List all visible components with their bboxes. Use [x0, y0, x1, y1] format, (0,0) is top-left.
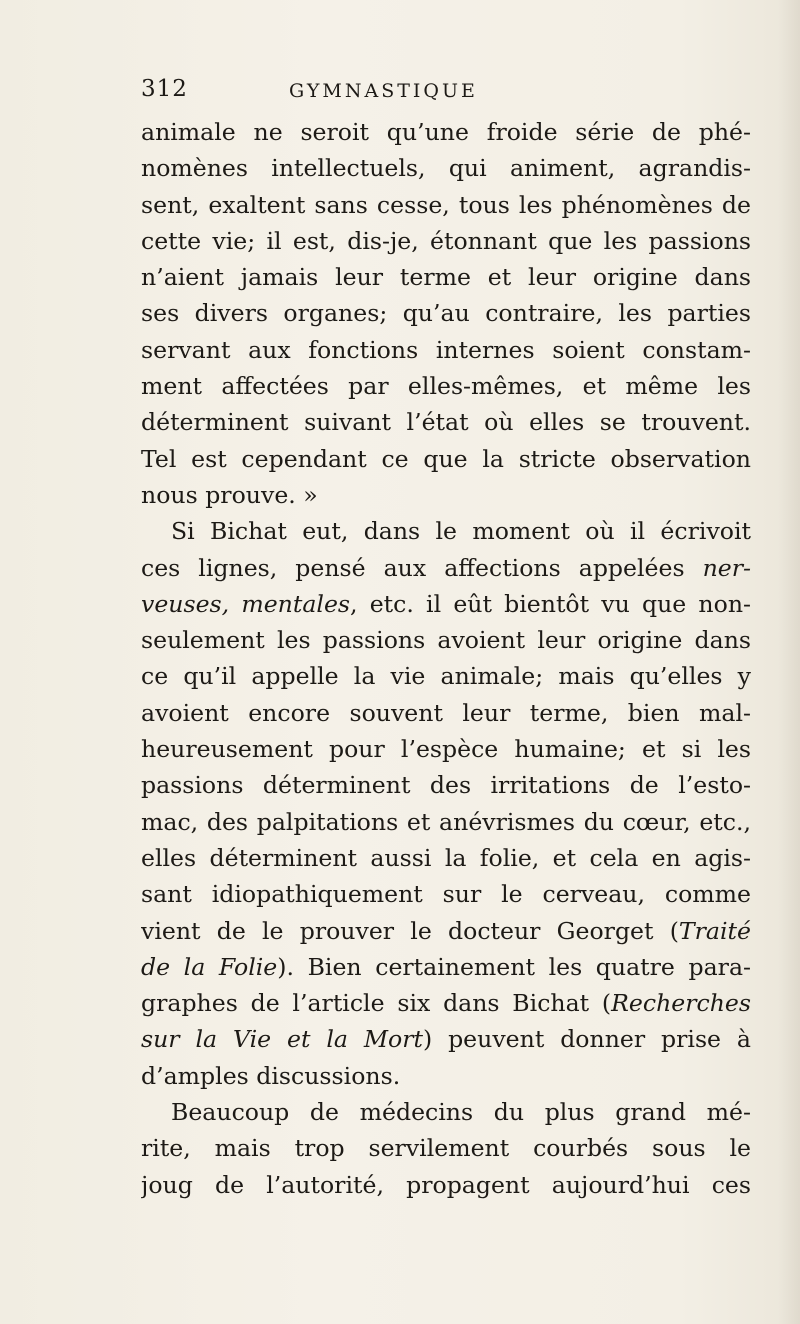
body-text [141, 114, 751, 1203]
text-segment: vient de le prouver le docteur Georget ( [141, 916, 679, 945]
text-segment: seulement les passions avoient leur origine dans [141, 626, 751, 655]
text-line [141, 550, 751, 586]
text-line [141, 658, 751, 694]
text-segment: sent, exaltent sans cesse, tous les phénomènes de [141, 190, 751, 219]
text-line [141, 1058, 751, 1094]
text-segment: mac, des palpitations et anévrismes du cœur, etc., [141, 807, 751, 836]
text-segment: ces lignes, pensé aux affections appelées [141, 553, 703, 582]
text-line [141, 295, 751, 331]
text-line [141, 586, 751, 622]
text-line [141, 114, 751, 150]
text-segment: ment affectées par elles-mêmes, et même les [141, 372, 751, 401]
text-line [141, 1167, 751, 1203]
text-line [141, 876, 751, 912]
text-segment: Si Bichat eut, dans le moment où il écrivoit [171, 517, 751, 546]
text-segment: sant idiopathiquement sur le cerveau, comme [141, 880, 751, 909]
text-line [141, 150, 751, 186]
text-line [141, 949, 751, 985]
italic-text-segment: ner- [702, 553, 751, 582]
text-segment: servant aux fonctions internes soient constam- [141, 335, 751, 364]
page-header [141, 76, 741, 106]
text-line [141, 695, 751, 731]
text-line [141, 840, 751, 876]
text-segment: n’aient jamais leur terme et leur origine dans [141, 263, 751, 292]
text-line [141, 187, 751, 223]
text-segment: nous prouve. » [141, 480, 318, 509]
text-segment: , etc. il eût bientôt vu que non- [350, 589, 751, 618]
text-line [141, 404, 751, 440]
text-segment: avoient encore souvent leur terme, bien mal- [141, 698, 751, 727]
text-segment: rite, mais trop servilement courbés sous le [141, 1134, 751, 1163]
text-line [141, 767, 751, 803]
running-title: GYMNASTIQUE [289, 80, 478, 102]
text-segment: ses divers organes; qu’au contraire, les parties [141, 299, 751, 328]
text-segment: Beaucoup de médecins du plus grand mé- [171, 1098, 751, 1127]
text-segment: animale ne seroit qu’une froide série de phé- [141, 118, 751, 146]
text-line [141, 913, 751, 949]
text-segment: heureusement pour l’espèce humaine; et si les [141, 735, 751, 764]
text-segment: Tel est cependant ce que la stricte observation [141, 444, 751, 473]
text-line [141, 223, 751, 259]
italic-text-segment: sur la Vie et la Mort [141, 1025, 423, 1054]
text-segment: joug de l’autorité, propagent aujourd’hui ces [141, 1170, 751, 1199]
text-segment: ) peuvent donner prise à [422, 1025, 751, 1054]
text-segment: elles déterminent aussi la folie, et cela en agis- [141, 843, 751, 872]
italic-text-segment: veuses, mentales [141, 589, 351, 618]
text-segment: d’amples discussions. [141, 1061, 401, 1090]
italic-text-segment: de la Folie [141, 952, 278, 981]
text-line [141, 368, 751, 404]
text-segment: passions déterminent des irritations de l’esto- [141, 771, 751, 800]
page-number: 312 [141, 76, 188, 102]
text-line [141, 332, 751, 368]
text-line [141, 1094, 751, 1130]
text-line [141, 259, 751, 295]
text-line [141, 1021, 751, 1057]
text-segment: ). Bien certainement les quatre para- [277, 952, 751, 981]
text-line [141, 477, 751, 513]
text-line [141, 441, 751, 477]
italic-text-segment: Recherches [611, 989, 751, 1018]
text-line [141, 804, 751, 840]
text-line [141, 985, 751, 1021]
text-line [141, 1130, 751, 1166]
text-line [141, 731, 751, 767]
italic-text-segment: Traité [678, 916, 751, 945]
page-edge-shadow [778, 0, 800, 1324]
text-segment: ce qu’il appelle la vie animale; mais qu’elles y [141, 662, 751, 691]
text-line [141, 622, 751, 658]
text-segment: nomènes intellectuels, qui animent, agrandis- [141, 154, 751, 183]
text-segment: graphes de l’article six dans Bichat ( [141, 989, 612, 1018]
text-segment: déterminent suivant l’état où elles se trouvent. [141, 408, 751, 437]
text-segment: cette vie; il est, dis-je, étonnant que les passions [141, 226, 751, 255]
text-line [141, 513, 751, 549]
